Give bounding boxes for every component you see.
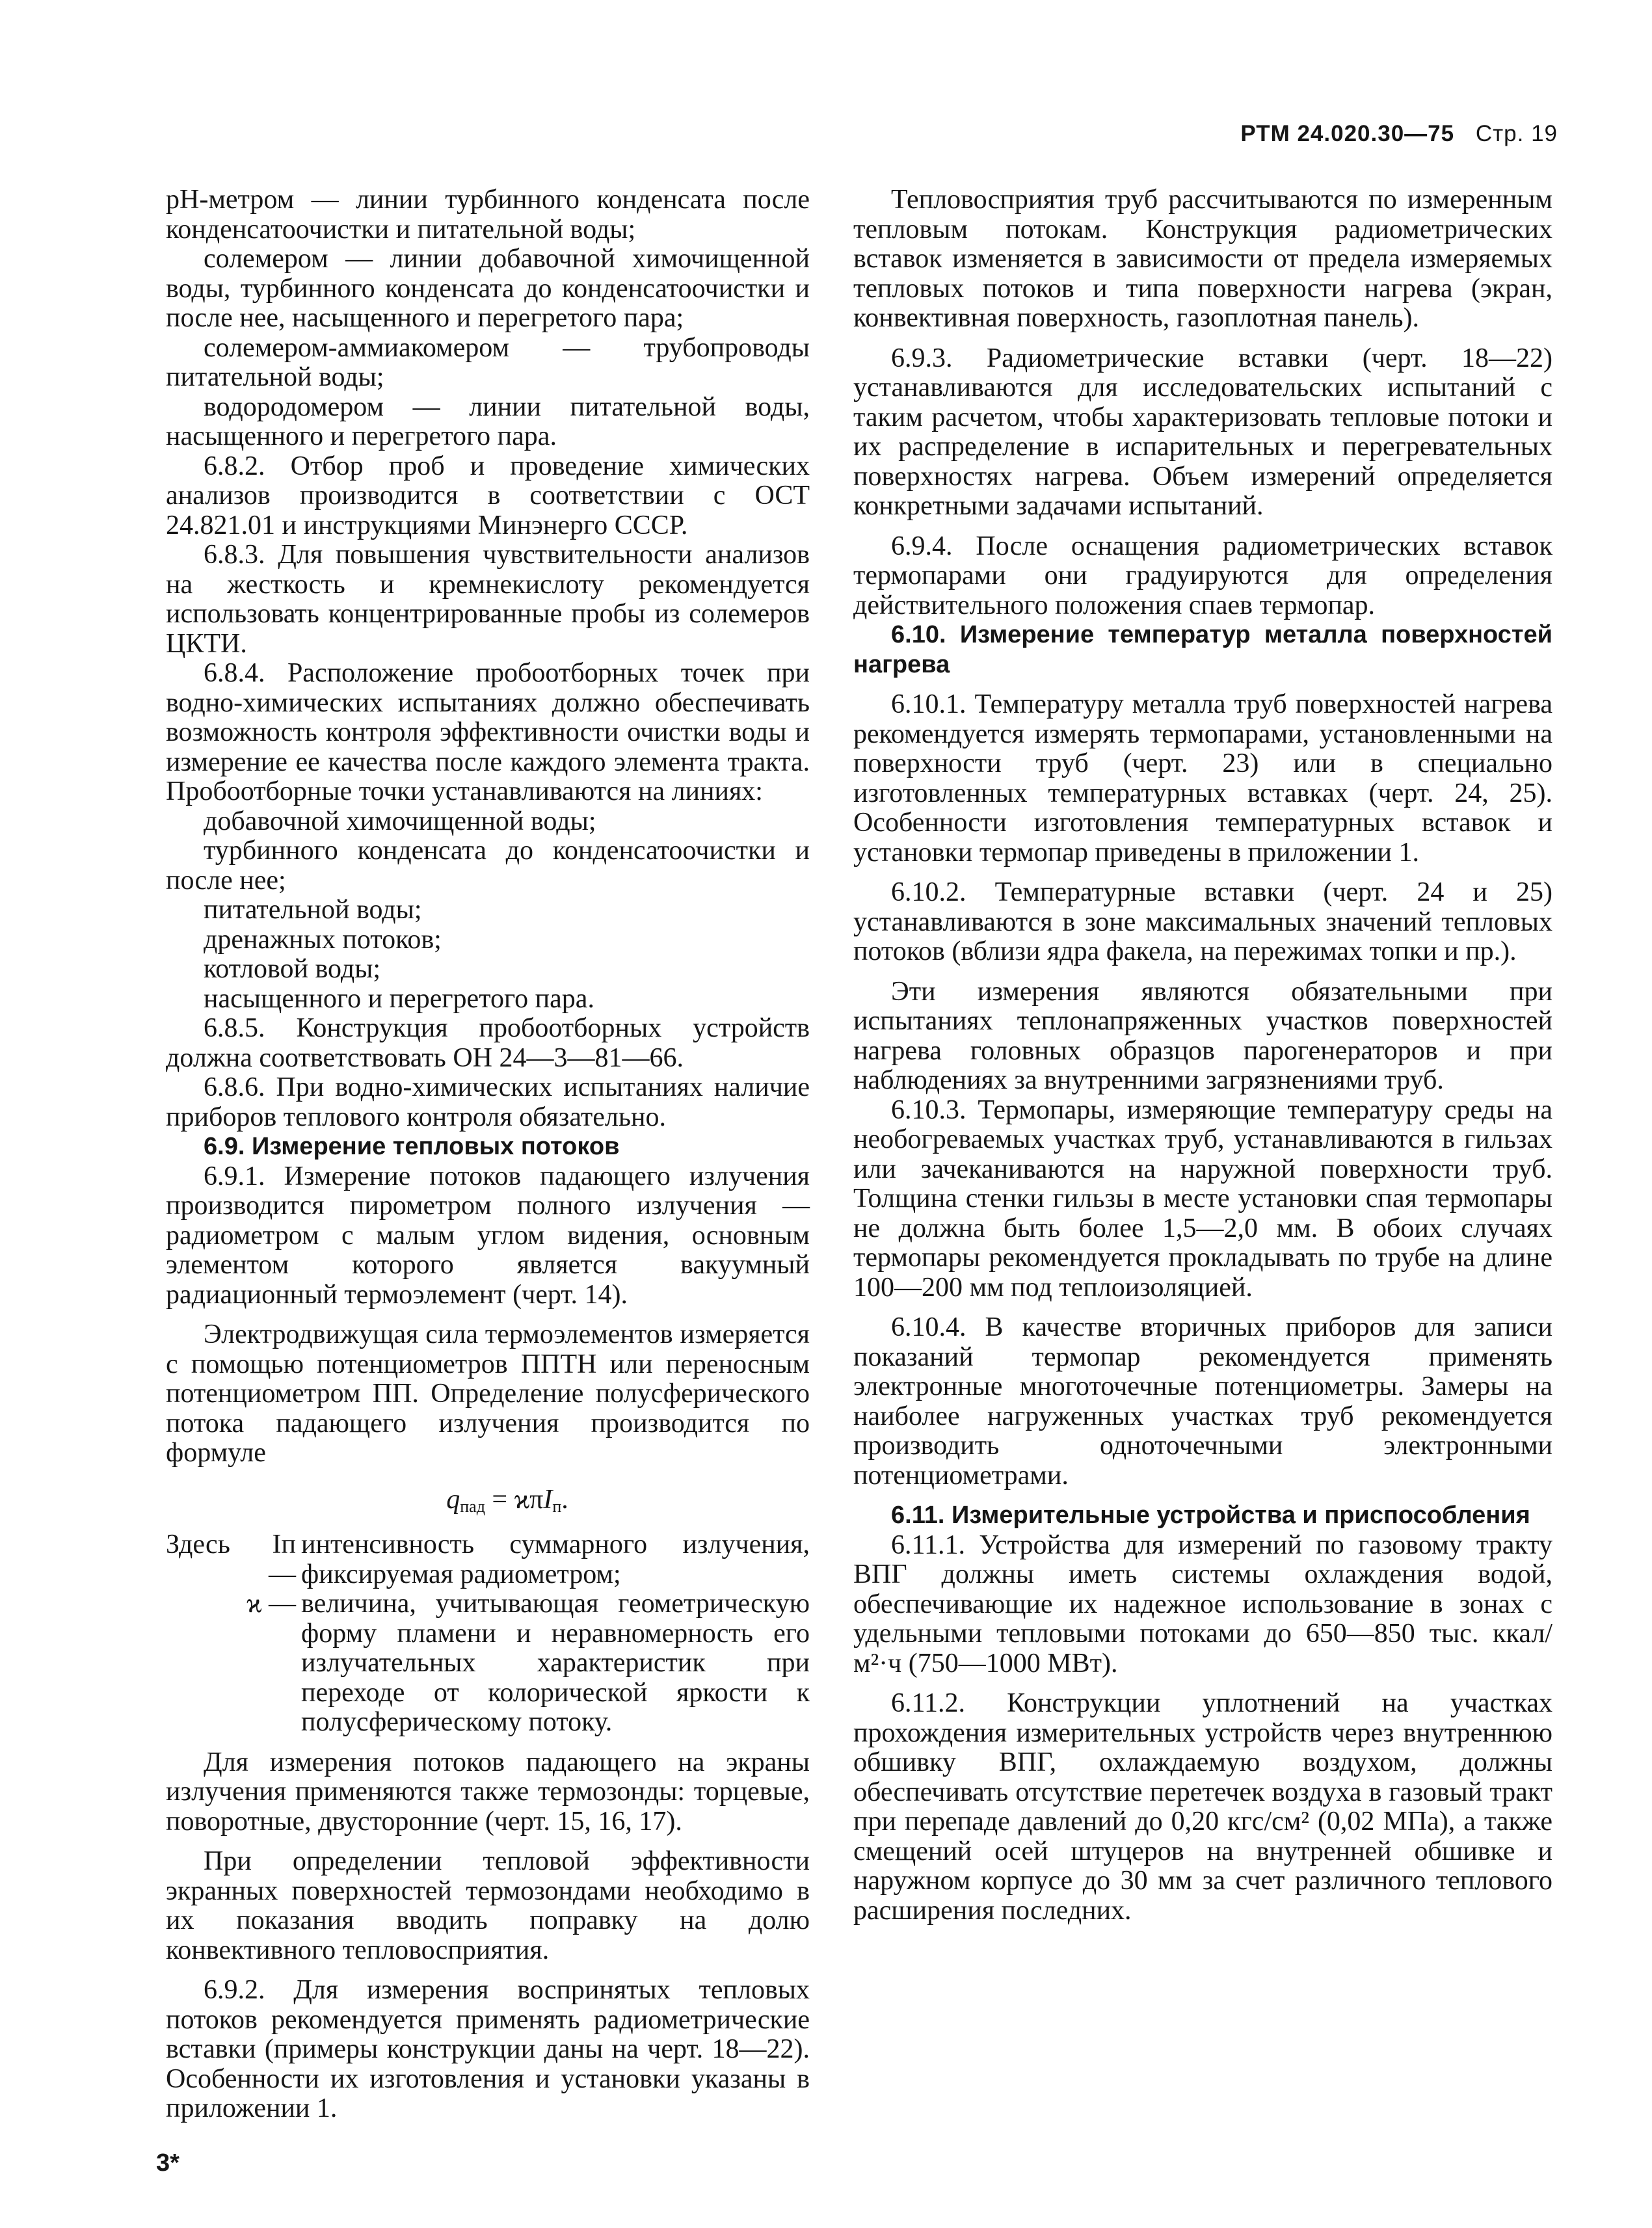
paragraph: Для измерения потоков падающего на экраны излучения применяются также термозонды: торцевые, поворотные, двусторонние (черт. 15, 16, 17). — [166, 1747, 810, 1837]
formula-i: I — [543, 1484, 553, 1515]
formula-equals: = ϰπ — [485, 1484, 544, 1515]
list-item: дренажных потоков; — [204, 924, 442, 955]
page-number: Стр. 19 — [1475, 121, 1558, 146]
definition-term: ϰ — — [246, 1589, 296, 1619]
paragraph: При определении тепловой эффективности экранных поверхностей термозондами необходимо в их показания вводить поправку на долю конвективного тепловосприятия. — [166, 1846, 810, 1965]
paragraph: рН-метром — линии турбинного конденсата после конденсатоочистки и питательной воды; — [166, 185, 810, 245]
definition-text: интенсивность суммарного излучения, фиксируемая радиометром; — [301, 1530, 810, 1589]
section-heading: 6.9. Измерение тепловых потоков — [204, 1133, 620, 1160]
paragraph: 6.9.4. После оснащения радиометрических вставок термопарами они градуируются для определения действительного положения спаев термопар. — [853, 531, 1552, 620]
paragraph: 6.8.4. Расположение пробоотборных точек при водно-химических испытаниях должно обеспечивать возможность контроля эффективности очистки воды и измерение ее качества после каждого элемента тракта. Пробоотборные точки устанавливаются на линиях: — [166, 658, 810, 806]
list-item: турбинного конденсата до конденсатоочистки и после нее; — [166, 836, 810, 895]
formula — [166, 1485, 810, 1522]
paragraph: 6.10.1. Температуру металла труб поверхностей нагрева рекомендуется измерять термопарами, установленными на поверхности труб (черт. 23) или в специально изготовленных температурных вставках (черт. 24, 25). Особенности изготовления температурных вставок и установки термопар приведены в приложении 1. — [853, 689, 1552, 868]
definition-spacer — [166, 1589, 244, 1738]
section-heading: 6.11. Измерительные устройства и приспособления — [891, 1502, 1530, 1529]
formula-end: . — [561, 1484, 568, 1515]
formula-q-subscript: пад — [460, 1496, 485, 1516]
paragraph: 6.8.6. При водно-химических испытаниях наличие приборов теплового контроля обязательно. — [166, 1072, 810, 1132]
paragraph: 6.10.2. Температурные вставки (черт. 24 и 25) устанавливаются в зоне максимальных значений тепловых потоков (вблизи ядра факела, на пережимах топки и пр.). — [853, 877, 1552, 966]
formula-i-subscript: п — [552, 1496, 562, 1516]
right-column — [853, 185, 1552, 1926]
paragraph: 6.11.1. Устройства для измерений по газовому тракту ВПГ должны иметь системы охлаждения водой, обеспечивающие их надежное использование в зонах с удельными тепловыми потоками до 650—850 тыс. ккал/м²·ч (750—1000 МВт). — [853, 1530, 1552, 1678]
paragraph: 6.9.1. Измерение потоков падающего излучения производится пирометром полного излучения — радиометром с малым углом видения, основным элементом которого является вакуумный радиационный термоэлемент (черт. 14). — [166, 1161, 810, 1310]
definition-term: Iп — — [269, 1530, 296, 1589]
formula-q: q — [446, 1484, 460, 1515]
paragraph: 6.8.2. Отбор проб и проведение химических анализов производится в соответствии с ОСТ 24.821.01 и инструкциями Минэнерго СССР. — [166, 451, 810, 540]
definition-text: величина, учитывающая геометрическую форму пламени и неравномерность его излучательных характеристик при переходе от колорической яркости к полусферическому потоку. — [301, 1589, 810, 1737]
paragraph: солемером-аммиакомером — трубопроводы питательной воды; — [166, 332, 810, 392]
section-heading: 6.10. Измерение температур металла поверхностей нагрева — [853, 621, 1552, 678]
list-item: котловой воды; — [204, 954, 381, 984]
paragraph: солемером — линии добавочной химочищенной воды, турбинного конденсата до конденсатоочистки и после нее, насыщенного и перегретого пара; — [166, 244, 810, 333]
paragraph: 6.8.3. Для повышения чувствительности анализов на жесткость и кремнекислоту рекомендуется использовать концентрированные пробы из солемеров ЦКТИ. — [166, 540, 810, 659]
paragraph: 6.8.5. Конструкция пробоотборных устройств должна соответствовать ОН 24—3—81—66. — [166, 1013, 810, 1073]
list-item: питательной воды; — [204, 895, 422, 925]
list-item: насыщенного и перегретого пара. — [204, 983, 594, 1014]
paragraph: Электродвижущая сила термоэлементов измеряется с помощью потенциометров ППТН или переносным потенциометром ПП. Определение полусферического потока падающего излучения производится по формуле — [166, 1320, 810, 1468]
paragraph: Тепловосприятия труб рассчитываются по измеренным тепловым потокам. Конструкция радиометрических вставок изменяется в зависимости от предела измеряемых тепловых потоков и типа поверхности нагрева (экран, конвективная поверхность, газоплотная панель). — [853, 185, 1552, 333]
paragraph: 6.11.2. Конструкции уплотнений на участках прохождения измерительных устройств через внутреннюю обшивку ВПГ, охлаждаемую воздухом, должны обеспечивать отсутствие перетечек воздуха в газовый тракт при перепаде давлений до 0,20 кгс/см² (0,02 МПа), а также смещений осей штуцеров на внутренней обшивке и наружном корпусе до 30 мм за счет различного теплового расширения последних. — [853, 1688, 1552, 1926]
left-column — [166, 185, 810, 2124]
definition-intro: Здесь — [166, 1530, 230, 1559]
paragraph: Эти измерения являются обязательными при испытаниях теплонапряженных участков поверхностей нагрева головных образцов парогенераторов и при наблюдениях за внутренними загрязнениями труб. — [853, 976, 1552, 1095]
list-item: добавочной химочищенной воды; — [204, 806, 596, 836]
page-header — [1240, 121, 1558, 147]
definition-row — [166, 1589, 810, 1738]
paragraph: 6.10.4. В качестве вторичных приборов для записи показаний термопар рекомендуется применять электронные многоточечные потенциометры. Замеры на наиболее нагруженных участках труб рекомендуется производить одноточечными электронными потенциометрами. — [853, 1312, 1552, 1491]
signature-mark: 3* — [156, 2149, 180, 2177]
document-code: РТМ 24.020.30—75 — [1240, 121, 1455, 146]
paragraph: 6.9.2. Для измерения воспринятых тепловых потоков рекомендуется применять радиометрические вставки (примеры конструкции даны на черт. 18—22). Особенности их изготовления и установки указаны в приложении 1. — [166, 1975, 810, 2123]
paragraph: 6.9.3. Радиометрические вставки (черт. 18—22) устанавливаются для исследовательских испытаний с таким расчетом, чтобы характеризовать тепловые потоки и их распределение в испарительных и перегревательных поверхностях нагрева. Объем измерений определяется конкретными задачами испытаний. — [853, 343, 1552, 521]
definition-row — [166, 1530, 810, 1589]
paragraph: 6.10.3. Термопары, измеряющие температуру среды на необогреваемых участках труб, устанавливаются в гильзах или зачеканиваются на наружной поверхности труб. Толщина стенки гильзы в месте установки спая термопары не должна быть более 1,5—2,0 мм. В обоих случаях термопары рекомендуется прокладывать по трубе на длине 100—200 мм под теплоизоляцией. — [853, 1094, 1552, 1303]
paragraph: водородомером — линии питательной воды, насыщенного и перегретого пара. — [166, 391, 810, 451]
